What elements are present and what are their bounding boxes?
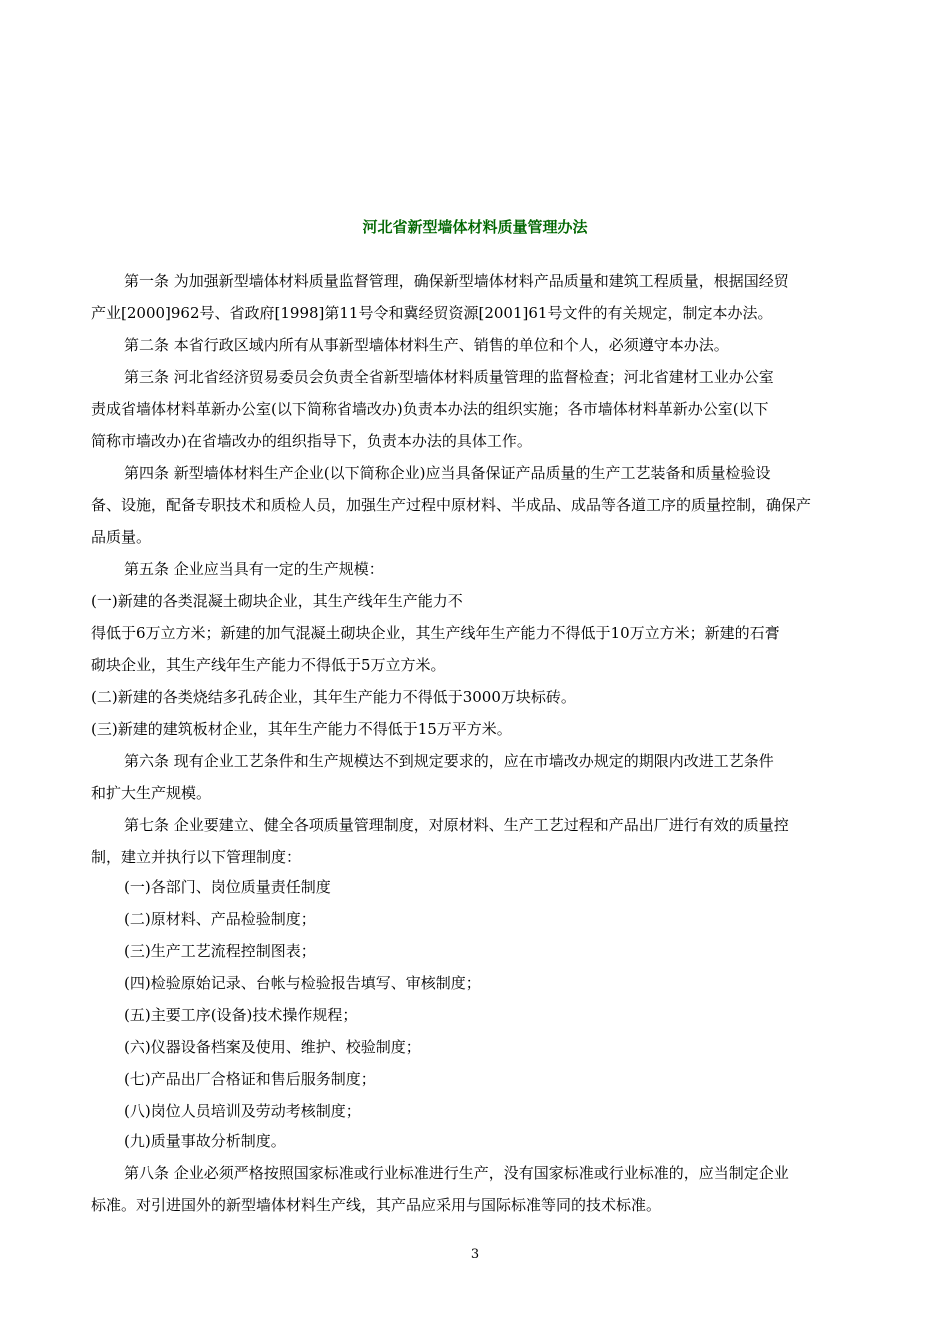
text-line: (三)新建的建筑板材企业，其年生产能力不得低于15万平方米。 bbox=[91, 720, 512, 738]
text-line: 第七条 企业要建立、健全各项质量管理制度，对原材料、生产工艺过程和产品出厂进行有效的质量控 bbox=[124, 816, 789, 834]
text-line: (九)质量事故分析制度。 bbox=[124, 1132, 286, 1150]
text-line: 第六条 现有企业工艺条件和生产规模达不到规定要求的，应在市墙改办规定的期限内改进工艺条件 bbox=[124, 752, 774, 770]
text-line: 制，建立并执行以下管理制度： bbox=[91, 848, 302, 866]
text-line: (八)岗位人员培训及劳动考核制度； bbox=[124, 1102, 361, 1120]
text-line: (六)仪器设备档案及使用、维护、校验制度； bbox=[124, 1038, 421, 1056]
text-line: 产业[2000]962号、省政府[1998]第11号令和冀经贸资源[2001]61号文件的有关规定，制定本办法。 bbox=[91, 304, 773, 322]
text-line: 第一条 为加强新型墙体材料质量监督管理，确保新型墙体材料产品质量和建筑工程质量，根据国经贸 bbox=[124, 272, 789, 290]
text-line: 第二条 本省行政区域内所有从事新型墙体材料生产、销售的单位和个人，必须遵守本办法。 bbox=[124, 336, 729, 354]
text-line: (一)各部门、岗位质量责任制度 bbox=[124, 878, 331, 896]
text-line: 得低于6万立方米；新建的加气混凝土砌块企业，其生产线年生产能力不得低于10万立方米；新建的石膏 bbox=[91, 624, 780, 642]
text-line: (七)产品出厂合格证和售后服务制度； bbox=[124, 1070, 376, 1088]
text-line: 第三条 河北省经济贸易委员会负责全省新型墙体材料质量管理的监督检查；河北省建材工业办公室 bbox=[124, 368, 774, 386]
text-line: 和扩大生产规模。 bbox=[91, 784, 212, 802]
page-number: 3 bbox=[470, 1247, 480, 1262]
text-line: (四)检验原始记录、台帐与检验报告填写、审核制度； bbox=[124, 974, 481, 992]
text-line: (五)主要工序(设备)技术操作规程； bbox=[124, 1006, 358, 1024]
text-line: 简称市墙改办)在省墙改办的组织指导下，负责本办法的具体工作。 bbox=[91, 432, 532, 450]
text-line: 责成省墙体材料革新办公室(以下简称省墙改办)负责本办法的组织实施；各市墙体材料革新办公室(以下 bbox=[91, 400, 769, 418]
text-line: (一)新建的各类混凝土砌块企业，其生产线年生产能力不 bbox=[91, 592, 463, 610]
text-line: (二)新建的各类烧结多孔砖企业，其年生产能力不得低于3000万块标砖。 bbox=[91, 688, 576, 706]
document-title: 河北省新型墙体材料质量管理办法 bbox=[362, 218, 588, 236]
text-line: 第四条 新型墙体材料生产企业(以下简称企业)应当具备保证产品质量的生产工艺装备和质量检验设 bbox=[124, 464, 771, 482]
text-line: 砌块企业，其生产线年生产能力不得低于5万立方米。 bbox=[91, 656, 446, 674]
text-line: 标准。对引进国外的新型墙体材料生产线，其产品应采用与国际标准等同的技术标准。 bbox=[91, 1196, 662, 1214]
text-line: (三)生产工艺流程控制图表； bbox=[124, 942, 316, 960]
text-line: 备、设施，配备专职技术和质检人员，加强生产过程中原材料、半成品、成品等各道工序的质量控制，确保产 bbox=[91, 496, 812, 514]
text-line: (二)原材料、产品检验制度； bbox=[124, 910, 316, 928]
text-line: 第五条 企业应当具有一定的生产规模： bbox=[124, 560, 384, 578]
text-line: 品质量。 bbox=[91, 528, 152, 546]
text-line: 第八条 企业必须严格按照国家标准或行业标准进行生产，没有国家标准或行业标准的，应当制定企业 bbox=[124, 1164, 789, 1182]
